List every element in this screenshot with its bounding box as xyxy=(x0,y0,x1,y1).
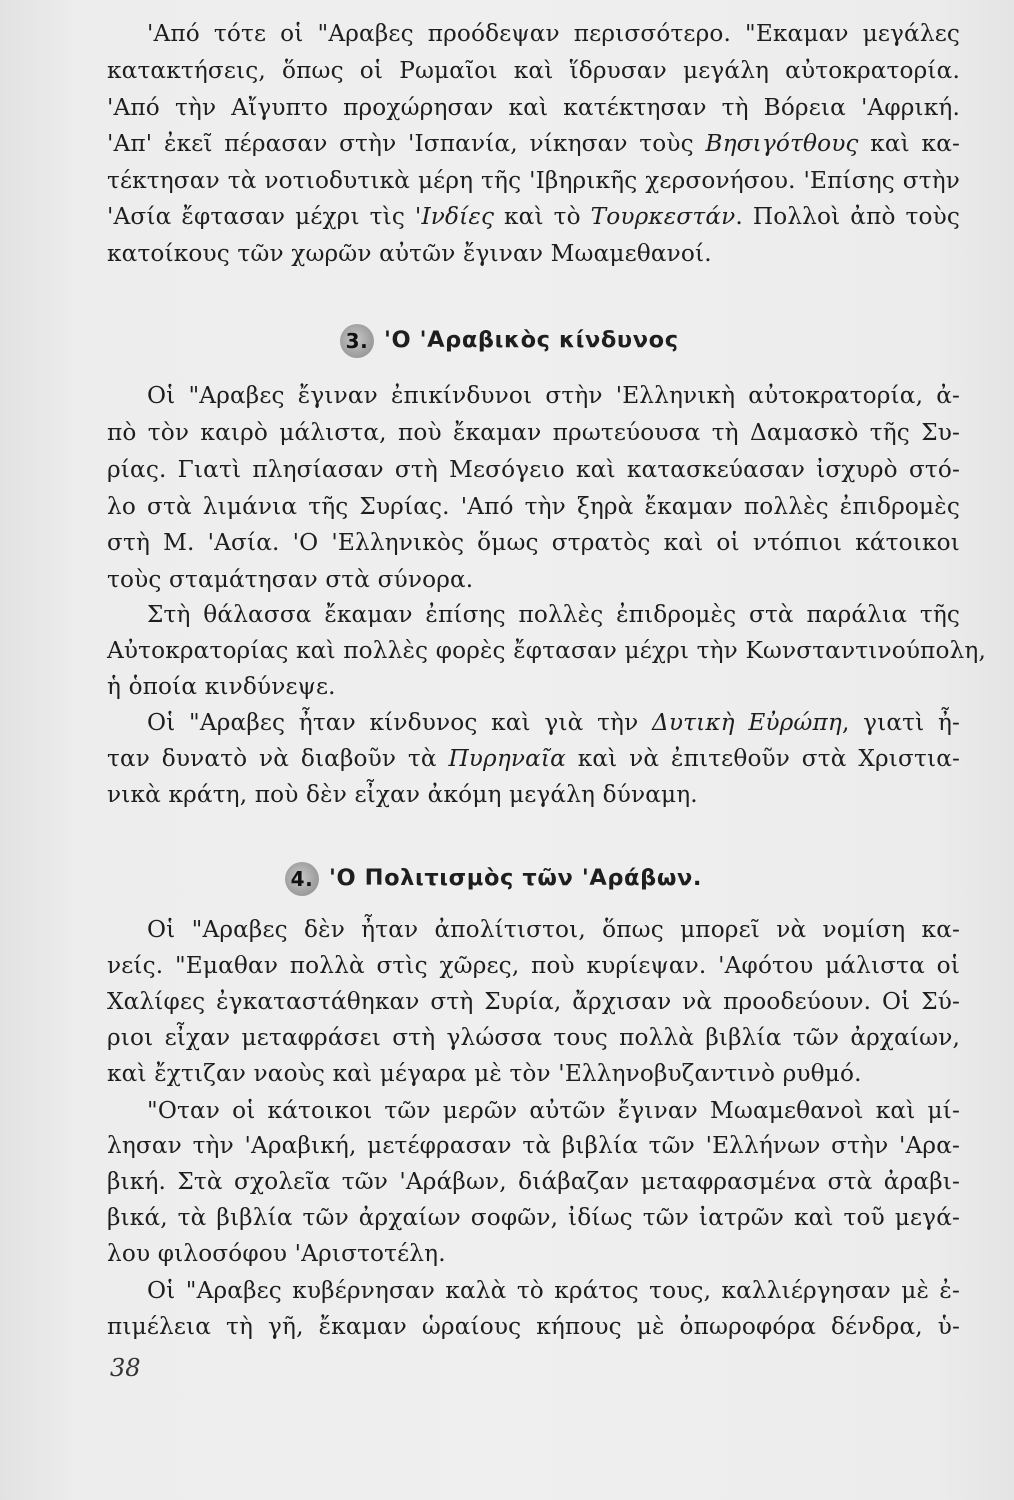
italic-term-western-europe: Δυτικὴ Εὐρώπη xyxy=(651,709,842,736)
text-line xyxy=(147,708,960,738)
section-title: 'Ο Πολιτισμὸς τῶν 'Αράβων. xyxy=(329,865,703,891)
text-fragment: καὶ κα- xyxy=(858,130,960,157)
text-fragment: 'Απ' ἐκεῖ πέρασαν στὴν 'Ισπανία, νίκησαν τοὺς xyxy=(107,130,706,157)
italic-term-pyrenees: Πυρηναῖα xyxy=(448,745,566,772)
text-line: βικά, τὰ βιβλία τῶν ἀρχαίων σοφῶν, ἰδίως τῶν ἰατρῶν καὶ τοῦ μεγά- xyxy=(107,1204,960,1231)
text-line: τέκτησαν τὰ νοτιοδυτικὰ μέρη τῆς 'Ιβηρικῆς χερσονήσου. 'Επίσης στὴν xyxy=(107,167,960,194)
text-fragment: 'Ασία ἔφτασαν μέχρι τὶς xyxy=(107,203,415,230)
text-line: λησαν τὴν 'Αραβική, μετέφρασαν τὰ βιβλία τῶν 'Ελλήνων στὴν 'Αρα- xyxy=(107,1132,960,1159)
text-line: πὸ τὸν καιρὸ μάλιστα, ποὺ ἔκαμαν πρωτεύουσα τὴ Δαμασκὸ τῆς Συ- xyxy=(107,419,960,446)
text-line: στὴ Μ. 'Ασία. 'Ο 'Ελληνικὸς ὅμως στρατὸς καὶ οἱ ντόπιοι κάτοικοι xyxy=(107,529,960,556)
text-line: Οἱ "Αραβες δὲν ἦταν ἀπολίτιστοι, ὅπως μπορεῖ νὰ νομίση κα- xyxy=(147,916,960,943)
text-fragment: καὶ νὰ ἐπιτεθοῦν στὰ Χριστια- xyxy=(565,745,960,772)
text-line: 'Από τότε οἱ "Αραβες προόδεψαν περισσότερο. "Εκαμαν μεγάλες xyxy=(147,20,960,47)
text-line: νικὰ κράτη, ποὺ δὲν εἶχαν ἀκόμη μεγάλη δύναμη. xyxy=(107,781,698,808)
section-title: 'Ο 'Αραβικὸς κίνδυνος xyxy=(384,327,679,353)
italic-term-visigoths: Βησιγότθους xyxy=(705,130,859,157)
section-number-badge: 3. xyxy=(340,324,374,358)
text-line: Αὐτοκρατορίας καὶ πολλὲς φορὲς ἔφτασαν μέχρι τὴν Κωνσταντινούπολη, xyxy=(107,637,986,664)
text-line xyxy=(107,202,960,232)
text-fragment: Οἱ "Αραβες ἦταν κίνδυνος καὶ γιὰ τὴν xyxy=(147,709,652,736)
italic-term-turkestan: Τουρκεστάν xyxy=(590,203,736,230)
text-line: "Οταν οἱ κάτοικοι τῶν μερῶν αὐτῶν ἔγιναν Μωαμεθανοὶ καὶ μί- xyxy=(147,1097,960,1124)
text-line: βική. Στὰ σχολεῖα τῶν 'Αράβων, διάβαζαν μεταφρασμένα στὰ ἀραβι- xyxy=(107,1168,960,1195)
text-line: 'Από τὴν Αἴγυπτο προχώρησαν καὶ κατέκτησαν τὴ Βόρεια 'Αφρική. xyxy=(107,94,960,121)
text-line: λο στὰ λιμάνια τῆς Συρίας. 'Από τὴν ξηρὰ ἔκαμαν πολλὲς ἐπιδρομὲς xyxy=(107,493,960,520)
section-number-badge: 4. xyxy=(285,862,319,896)
text-line: κατοίκους τῶν χωρῶν αὐτῶν ἔγιναν Μωαμεθανοί. xyxy=(107,240,712,267)
text-line: Οἱ "Αραβες ἔγιναν ἐπικίνδυνοι στὴν 'Ελληνικὴ αὐτοκρατορία, ἀ- xyxy=(147,382,960,409)
text-line: ρίας. Γιατὶ πλησίασαν στὴ Μεσόγειο καὶ κατασκεύασαν ἰσχυρὸ στό- xyxy=(107,456,960,483)
italic-term-indies: 'Ινδίες xyxy=(414,203,495,230)
text-line: Χαλίφες ἐγκαταστάθηκαν στὴ Συρία, ἄρχισαν νὰ προοδεύουν. Οἱ Σύ- xyxy=(107,988,960,1015)
text-fragment: καὶ τὸ xyxy=(494,203,591,230)
page-number: 38 xyxy=(110,1354,141,1382)
section-heading-3 xyxy=(340,322,679,358)
text-line xyxy=(107,744,960,774)
text-line xyxy=(107,129,960,159)
text-line: Στὴ θάλασσα ἔκαμαν ἐπίσης πολλὲς ἐπιδρομὲς στὰ παράλια τῆς xyxy=(147,601,960,628)
text-line: λου φιλοσόφου 'Αριστοτέλη. xyxy=(107,1240,446,1267)
text-line: πιμέλεια τὴ γῆ, ἔκαμαν ὡραίους κήπους μὲ ὀπωροφόρα δένδρα, ὑ- xyxy=(107,1313,960,1340)
text-line: καὶ ἔχτιζαν ναοὺς καὶ μέγαρα μὲ τὸν 'Ελληνοβυζαντινὸ ρυθμό. xyxy=(107,1060,862,1087)
text-line: Οἱ "Αραβες κυβέρνησαν καλὰ τὸ κράτος τους, καλλιέργησαν μὲ ἐ- xyxy=(147,1277,960,1304)
text-line: ριοι εἶχαν μεταφράσει στὴ γλώσσα τους πολλὰ βιβλία τῶν ἀρχαίων, xyxy=(107,1024,960,1051)
text-fragment: ταν δυνατὸ νὰ διαβοῦν τὰ xyxy=(107,745,449,772)
text-line: ἡ ὁποία κινδύνεψε. xyxy=(107,673,336,700)
text-line: νείς. "Εμαθαν πολλὰ στὶς χῶρες, ποὺ κυρίεψαν. 'Αφότου μάλιστα οἱ xyxy=(107,952,960,979)
text-fragment: . Πολλοὶ ἀπὸ τοὺς xyxy=(735,203,960,230)
text-fragment: , γιατὶ ἦ- xyxy=(841,709,960,736)
text-line: τοὺς σταμάτησαν στὰ σύνορα. xyxy=(107,566,474,593)
section-heading-4 xyxy=(285,860,702,896)
text-line: κατακτήσεις, ὅπως οἱ Ρωμαῖοι καὶ ἵδρυσαν μεγάλη αὐτοκρατορία. xyxy=(107,57,960,84)
